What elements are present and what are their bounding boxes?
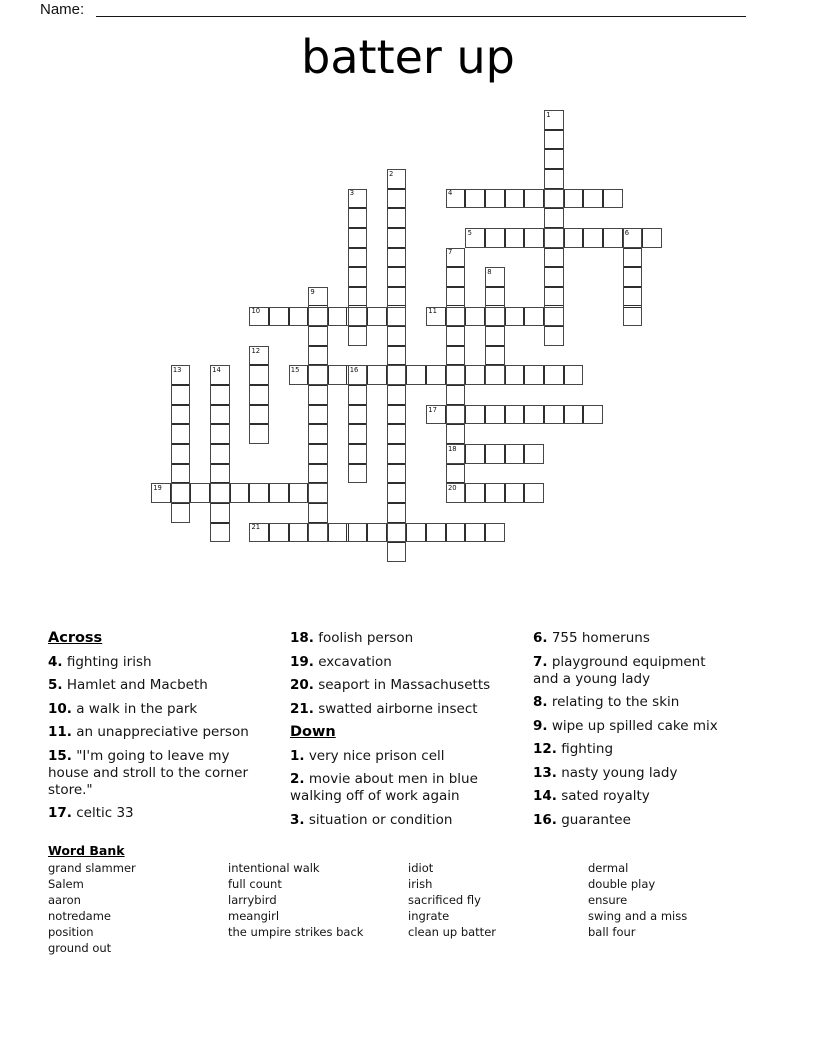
grid-cell: [387, 405, 407, 425]
clue-text: nasty young lady: [556, 764, 678, 781]
grid-cell: [289, 307, 309, 327]
grid-cell: [308, 424, 328, 444]
grid-cell: [505, 307, 525, 327]
grid-cell: [171, 405, 191, 425]
grid-cell: [505, 444, 525, 464]
grid-cell: [446, 523, 466, 543]
clue-number: 8.: [533, 694, 548, 710]
grid-cell: [348, 267, 368, 287]
cell-number: 14: [212, 366, 221, 375]
grid-cell: [505, 483, 525, 503]
grid-cell: [348, 208, 368, 228]
grid-cell: [544, 267, 564, 287]
grid-cell: [348, 424, 368, 444]
grid-cell: [544, 189, 564, 209]
grid-cell: [387, 326, 407, 346]
grid-cell: [485, 287, 505, 307]
grid-cell: [505, 365, 525, 385]
word-bank-column: [228, 860, 363, 940]
grid-cell: [524, 405, 544, 425]
grid-cell: [348, 385, 368, 405]
grid-cell: [308, 326, 328, 346]
grid-cell: [308, 464, 328, 484]
clue: [290, 654, 508, 671]
grid-cell: [544, 208, 564, 228]
grid-cell: [210, 405, 230, 425]
grid-cell: [603, 189, 623, 209]
word-bank-item: ball four: [588, 925, 636, 939]
word-bank-item: double play: [588, 877, 656, 891]
grid-cell: [230, 483, 250, 503]
grid-cell: [485, 523, 505, 543]
clue-text: wipe up spilled cake mix: [547, 717, 718, 734]
cell-number: 2: [389, 169, 394, 178]
clue: [48, 701, 253, 718]
grid-cell: [308, 405, 328, 425]
grid-cell: [623, 287, 643, 307]
word-bank-heading: Word Bank: [48, 843, 125, 858]
grid-cell: [387, 464, 407, 484]
clue: [48, 654, 253, 671]
clue-text: playground equipment and a young lady: [533, 653, 706, 687]
grid-cell: [249, 365, 269, 385]
grid-cell: [348, 248, 368, 268]
cell-number: 15: [290, 366, 300, 375]
grid-cell: [564, 189, 584, 209]
clue-text: very nice prison cell: [304, 747, 445, 764]
word-bank-item: swing and a miss: [588, 909, 688, 923]
clue: [290, 677, 508, 694]
grid-cell: [485, 405, 505, 425]
clue-text: foolish person: [313, 630, 414, 646]
word-bank-item: larrybird: [228, 893, 277, 907]
grid-cell: [190, 483, 210, 503]
grid-cell: [446, 307, 466, 327]
grid-cell: [308, 444, 328, 464]
across-heading: Across: [48, 630, 103, 646]
grid-cell: [446, 424, 466, 444]
grid-cell: [308, 503, 328, 523]
grid-cell: [387, 267, 407, 287]
grid-cell: [171, 424, 191, 444]
name-fill-line: [96, 0, 746, 17]
word-bank-item: grand slammer: [48, 861, 136, 875]
clue-number: 17.: [48, 805, 72, 821]
grid-cell: [524, 307, 544, 327]
clue: [533, 812, 726, 829]
cell-number: 5: [467, 228, 472, 237]
word-bank-item: sacrificed fly: [408, 893, 481, 907]
clue-text: Hamlet and Macbeth: [62, 677, 208, 693]
cell-number: 16: [349, 366, 359, 375]
puzzle-title: batter up: [301, 30, 515, 84]
grid-cell: [623, 248, 643, 268]
clue: [533, 630, 726, 647]
cell-number: 13: [172, 366, 182, 375]
grid-cell: [367, 523, 387, 543]
clue-number: 19.: [290, 653, 314, 670]
grid-cell: [387, 503, 407, 523]
clue: [533, 694, 726, 711]
clue: [48, 724, 253, 741]
clue: [48, 805, 253, 822]
cell-number: 17: [428, 405, 437, 414]
grid-cell: [524, 189, 544, 209]
word-bank-column: [48, 860, 136, 956]
grid-cell: [465, 444, 485, 464]
clue-number: 1.: [290, 747, 305, 764]
grid-cell: [348, 287, 368, 307]
grid-cell: [171, 483, 191, 503]
grid-cell: [465, 189, 485, 209]
word-bank-item: ensure: [588, 893, 628, 907]
grid-cell: [387, 483, 407, 503]
grid-cell: [348, 228, 368, 248]
word-bank-item: the umpire strikes back: [228, 925, 364, 939]
clue: [290, 812, 508, 829]
grid-cell: [544, 228, 564, 248]
grid-cell: [348, 523, 368, 543]
grid-cell: [387, 248, 407, 268]
grid-cell: [544, 307, 564, 327]
clue-text: sated royalty: [556, 788, 650, 804]
grid-cell: [544, 365, 564, 385]
cell-number: 10: [251, 307, 261, 316]
clue-text: "I'm going to leave my house and stroll to the corner store.": [48, 747, 249, 798]
grid-cell: [367, 365, 387, 385]
grid-cell: [544, 130, 564, 150]
clue: [48, 748, 253, 799]
grid-cell: [269, 483, 289, 503]
word-bank-item: notredame: [48, 909, 112, 923]
grid-cell: [269, 523, 289, 543]
grid-cell: [485, 444, 505, 464]
cell-number: 3: [349, 189, 355, 198]
clue: [290, 748, 508, 765]
grid-cell: [308, 483, 328, 503]
grid-cell: [348, 307, 368, 327]
grid-cell: [583, 405, 603, 425]
grid-cell: [348, 326, 368, 346]
grid-cell: [623, 267, 643, 287]
clue-column-right: [533, 630, 726, 835]
grid-cell: [446, 346, 466, 366]
grid-cell: [485, 189, 505, 209]
word-bank-item: position: [48, 925, 94, 939]
grid-cell: [289, 483, 309, 503]
clue-text: fighting: [556, 741, 614, 757]
grid-cell: [485, 483, 505, 503]
word-bank-item: full count: [228, 877, 282, 891]
grid-cell: [446, 267, 466, 287]
clue: [290, 630, 508, 647]
grid-cell: [387, 208, 407, 228]
clue-text: seaport in Massachusetts: [313, 677, 491, 693]
grid-cell: [249, 424, 269, 444]
grid-cell: [485, 365, 505, 385]
cell-number: 4: [447, 189, 453, 198]
clue-number: 4.: [48, 653, 63, 670]
grid-cell: [328, 365, 348, 385]
word-bank-item: intentional walk: [228, 861, 320, 875]
clue: [533, 741, 726, 758]
clue-number: 7.: [533, 653, 548, 670]
clue-number: 9.: [533, 717, 548, 734]
grid-cell: [387, 444, 407, 464]
grid-cell: [524, 365, 544, 385]
grid-cell: [642, 228, 662, 248]
grid-cell: [210, 444, 230, 464]
grid-cell: [485, 326, 505, 346]
grid-cell: [289, 523, 309, 543]
grid-cell: [308, 307, 328, 327]
word-bank-column: [408, 860, 496, 940]
word-bank-item: dermal: [588, 861, 629, 875]
clue: [290, 771, 508, 805]
grid-cell: [524, 483, 544, 503]
grid-cell: [524, 228, 544, 248]
grid-cell: [308, 346, 328, 366]
grid-cell: [485, 307, 505, 327]
clue-text: situation or condition: [304, 811, 453, 828]
grid-cell: [387, 385, 407, 405]
grid-cell: [544, 169, 564, 189]
grid-cell: [446, 287, 466, 307]
clue: [290, 701, 508, 718]
grid-cell: [465, 405, 485, 425]
cell-number: 7: [447, 248, 453, 257]
name-label: Name:: [40, 1, 85, 18]
clue-number: 14.: [533, 788, 557, 804]
grid-cell: [348, 464, 368, 484]
clue-column-left: [48, 630, 253, 829]
grid-cell: [544, 149, 564, 169]
grid-cell: [328, 523, 348, 543]
cell-number: 21: [251, 523, 261, 532]
grid-cell: [505, 189, 525, 209]
cell-number: 1: [546, 110, 551, 119]
grid-cell: [564, 228, 584, 248]
grid-cell: [348, 405, 368, 425]
word-bank-item: idiot: [408, 861, 434, 875]
word-bank-item: meangirl: [228, 909, 280, 923]
grid-cell: [544, 405, 564, 425]
word-bank-item: clean up batter: [408, 925, 496, 939]
grid-cell: [465, 307, 485, 327]
grid-cell: [308, 365, 328, 385]
cell-number: 18: [447, 444, 457, 453]
grid-cell: [583, 228, 603, 248]
grid-cell: [465, 365, 485, 385]
word-bank-item: ingrate: [408, 909, 450, 923]
grid-cell: [603, 228, 623, 248]
clue-text: 755 homeruns: [547, 630, 650, 646]
grid-cell: [387, 228, 407, 248]
grid-cell: [524, 444, 544, 464]
grid-cell: [210, 385, 230, 405]
clue-number: 10.: [48, 700, 72, 717]
clue: [533, 718, 726, 735]
grid-cell: [210, 483, 230, 503]
grid-cell: [308, 385, 328, 405]
grid-cell: [387, 346, 407, 366]
clue-text: guarantee: [556, 811, 631, 828]
grid-cell: [583, 189, 603, 209]
cell-number: 11: [428, 307, 437, 316]
grid-cell: [446, 385, 466, 405]
cell-number: 20: [447, 484, 457, 493]
grid-cell: [210, 523, 230, 543]
grid-cell: [406, 365, 426, 385]
word-bank-item: aaron: [48, 893, 81, 907]
clue-text: excavation: [313, 653, 392, 670]
grid-cell: [387, 189, 407, 209]
clue: [533, 654, 726, 688]
grid-cell: [387, 365, 407, 385]
clue-number: 11.: [48, 724, 72, 740]
grid-cell: [249, 483, 269, 503]
clue-number: 21.: [290, 700, 314, 717]
grid-cell: [171, 385, 191, 405]
clue-text: celtic 33: [71, 805, 134, 821]
clue-text: relating to the skin: [547, 694, 680, 710]
cell-number: 8: [487, 268, 492, 276]
cell-number: 19: [153, 484, 162, 493]
grid-cell: [485, 346, 505, 366]
grid-cell: [387, 523, 407, 543]
clue-number: 13.: [533, 764, 557, 781]
grid-cell: [505, 405, 525, 425]
grid-cell: [544, 287, 564, 307]
clue-number: 12.: [533, 741, 557, 757]
grid-cell: [623, 307, 643, 327]
down-heading: Down: [290, 724, 336, 740]
grid-cell: [171, 503, 191, 523]
grid-cell: [171, 464, 191, 484]
grid-cell: [465, 483, 485, 503]
grid-cell: [387, 542, 407, 562]
grid-cell: [406, 523, 426, 543]
clue: [533, 788, 726, 805]
grid-cell: [367, 307, 387, 327]
clue-text: swatted airborne insect: [313, 700, 478, 717]
clue-number: 6.: [533, 630, 548, 646]
clue-text: an unappreciative person: [71, 724, 249, 740]
crossword-grid: [151, 110, 662, 562]
cell-number: 6: [624, 228, 630, 237]
grid-cell: [564, 405, 584, 425]
clue-number: 20.: [290, 677, 314, 693]
clue: [48, 677, 253, 694]
grid-cell: [210, 464, 230, 484]
cell-number: 9: [310, 287, 315, 296]
grid-cell: [210, 503, 230, 523]
word-bank-item: ground out: [48, 941, 112, 955]
grid-cell: [544, 248, 564, 268]
grid-cell: [269, 307, 289, 327]
grid-cell: [328, 307, 348, 327]
grid-cell: [387, 287, 407, 307]
grid-cell: [171, 444, 191, 464]
grid-cell: [210, 424, 230, 444]
grid-cell: [465, 523, 485, 543]
clue-number: 3.: [290, 811, 305, 828]
clue-text: movie about men in blue walking off of work again: [290, 771, 478, 804]
grid-cell: [249, 385, 269, 405]
grid-cell: [446, 326, 466, 346]
word-bank-column: [588, 860, 687, 940]
clue: [533, 765, 726, 782]
cell-number: 12: [251, 346, 261, 355]
clue-text: fighting irish: [62, 653, 152, 670]
grid-cell: [387, 424, 407, 444]
word-bank-item: irish: [408, 877, 433, 891]
grid-cell: [446, 365, 466, 385]
grid-cell: [426, 365, 446, 385]
clue-column-middle: [290, 630, 508, 835]
grid-cell: [308, 523, 328, 543]
grid-cell: [446, 464, 466, 484]
grid-cell: [387, 307, 407, 327]
clue-number: 16.: [533, 811, 557, 828]
clue-number: 18.: [290, 630, 314, 646]
grid-cell: [348, 444, 368, 464]
word-bank-item: Salem: [48, 877, 84, 891]
clue-number: 2.: [290, 771, 305, 787]
grid-cell: [446, 405, 466, 425]
grid-cell: [485, 228, 505, 248]
grid-cell: [564, 365, 584, 385]
clue-number: 15.: [48, 747, 72, 764]
grid-cell: [544, 326, 564, 346]
grid-cell: [249, 405, 269, 425]
clue-text: a walk in the park: [71, 700, 198, 717]
grid-cell: [505, 228, 525, 248]
clue-number: 5.: [48, 677, 63, 693]
grid-cell: [426, 523, 446, 543]
